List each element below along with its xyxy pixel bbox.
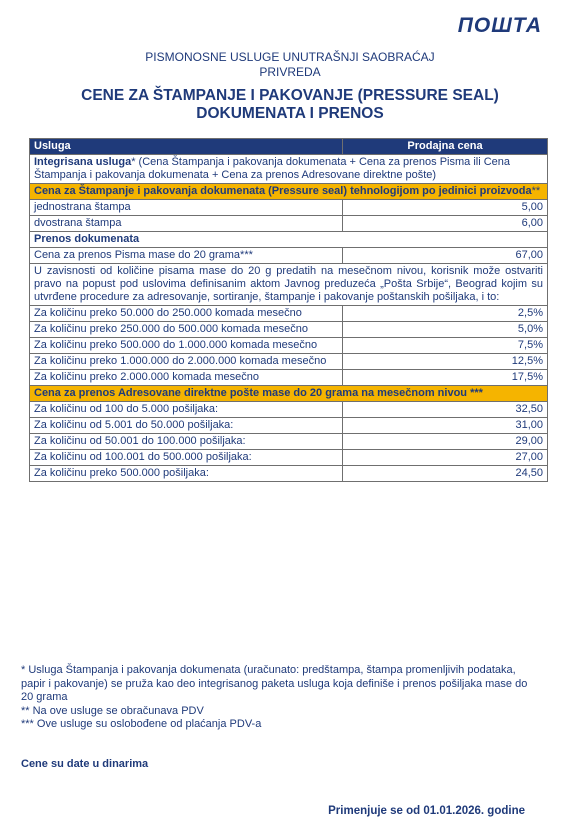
row-price: 32,50: [343, 402, 548, 418]
section-print-title: Cena za Štampanje i pakovanja dokumenata (Pressure seal) tehnologijom po jedinici proizvoda: [34, 185, 532, 197]
table-row: [30, 306, 548, 322]
table-row: [30, 354, 548, 370]
row-price: 5,0%: [343, 322, 548, 338]
row-label: jednostrana štampa: [30, 200, 343, 216]
discount-text-row: [30, 264, 548, 306]
subtitle-line-2: PRIVREDA: [259, 65, 321, 79]
table-row: [30, 200, 548, 216]
row-price: 12,5%: [343, 354, 548, 370]
row-label: dvostrana štampa: [30, 216, 343, 232]
section-print-header: [30, 184, 548, 200]
row-price: 29,00: [343, 434, 548, 450]
row-price: 31,00: [343, 418, 548, 434]
page-title: [0, 87, 580, 123]
row-label: Za količinu preko 1.000.000 do 2.000.000 komada mesečno: [30, 354, 343, 370]
section-print-mark: **: [531, 185, 541, 197]
valid-from-note: Primenjuje se od 01.01.2026. godine: [328, 805, 525, 817]
row-price: 24,50: [343, 466, 548, 482]
integrated-text: * (Cena Štampanja i pakovanja dokumenata + Cena za prenos Pisma ili Cena Štampanja i pakovanja dokumenata + Cena za prenos Adresovane direktne pošte): [34, 156, 511, 181]
table-row: [30, 434, 548, 450]
row-price: 5,00: [343, 200, 548, 216]
currency-note: Cene su date u dinarima: [21, 758, 149, 770]
col-header-service: Usluga: [30, 139, 343, 155]
table-row: [30, 402, 548, 418]
footnote-3: *** Ove usluge su oslobođene od plaćanja PDV-a: [21, 718, 262, 730]
integrated-service-row: [30, 155, 548, 184]
page-subtitle: [0, 50, 580, 80]
row-label: Za količinu preko 500.000 do 1.000.000 komada mesečno: [30, 338, 343, 354]
table-row: [30, 466, 548, 482]
posta-logo: ПОШТА: [457, 14, 542, 37]
section-transfer-header: [30, 232, 548, 248]
footnote-2: ** Na ove usluge se obračunava PDV: [21, 704, 204, 717]
row-label: Za količinu od 50.001 do 100.000 pošiljaka:: [30, 434, 343, 450]
row-label: Za količinu preko 250.000 do 500.000 komada mesečno: [30, 322, 343, 338]
integrated-label: Integrisana usluga: [34, 156, 132, 168]
table-row: [30, 322, 548, 338]
col-header-price: Prodajna cena: [343, 139, 548, 155]
table-row: [30, 450, 548, 466]
section-print-cell: [30, 184, 548, 200]
table-header-row: [30, 139, 548, 155]
discount-text: U zavisnosti od količine pisama mase do 20 g predatih na mesečnom nivou, korisnik može ostvariti pravo na popust pod uslovima definisanim aktom Javnog preduzeća „Pošta Srbije“, Beograd kojim su utvrđene procedure za adresovanje, sortiranje, štampanje i pakovanje poštanskih pošiljaka, i to:: [30, 264, 548, 306]
table-row: [30, 418, 548, 434]
row-label: Za količinu preko 2.000.000 komada mesečno: [30, 370, 343, 386]
row-label: Za količinu od 5.001 do 50.000 pošiljaka:: [30, 418, 343, 434]
table-row: [30, 216, 548, 232]
row-price: 2,5%: [343, 306, 548, 322]
row-price: 6,00: [343, 216, 548, 232]
table-row: [30, 248, 548, 264]
footnotes: [21, 664, 541, 732]
row-price: 7,5%: [343, 338, 548, 354]
title-line-2: DOKUMENATA I PRENOS: [196, 105, 384, 122]
integrated-service-cell: [30, 155, 548, 184]
row-price: 67,00: [343, 248, 548, 264]
row-price: 27,00: [343, 450, 548, 466]
row-price: 17,5%: [343, 370, 548, 386]
section-direct-mail-title: Cena za prenos Adresovane direktne pošte mase do 20 grama na mesečnom nivou ***: [30, 386, 548, 402]
row-label: Za količinu od 100.001 do 500.000 pošiljaka:: [30, 450, 343, 466]
row-label: Za količinu od 100 do 5.000 pošiljaka:: [30, 402, 343, 418]
row-label: Cena za prenos Pisma mase do 20 grama***: [30, 248, 343, 264]
row-label: Za količinu preko 50.000 do 250.000 komada mesečno: [30, 306, 343, 322]
footnote-1: * Usluga Štampanja i pakovanja dokumenata (uračunato: predštampa, štampa promenljivih podataka, papir i pakovanje) se pruža kao deo integrisanog paketa usluga koja definiše i prenos pošiljaka mase do 20 grama: [21, 664, 528, 703]
table-row: [30, 338, 548, 354]
section-direct-mail-header: [30, 386, 548, 402]
price-table: [29, 138, 548, 482]
section-transfer-title: Prenos dokumenata: [30, 232, 548, 248]
row-label: Za količinu preko 500.000 pošiljaka:: [30, 466, 343, 482]
title-line-1: CENE ZA ŠTAMPANJE I PAKOVANJE (PRESSURE SEAL): [81, 87, 499, 104]
table-row: [30, 370, 548, 386]
subtitle-line-1: PISMONOSNE USLUGE UNUTRAŠNJI SAOBRAĆAJ: [145, 50, 435, 64]
